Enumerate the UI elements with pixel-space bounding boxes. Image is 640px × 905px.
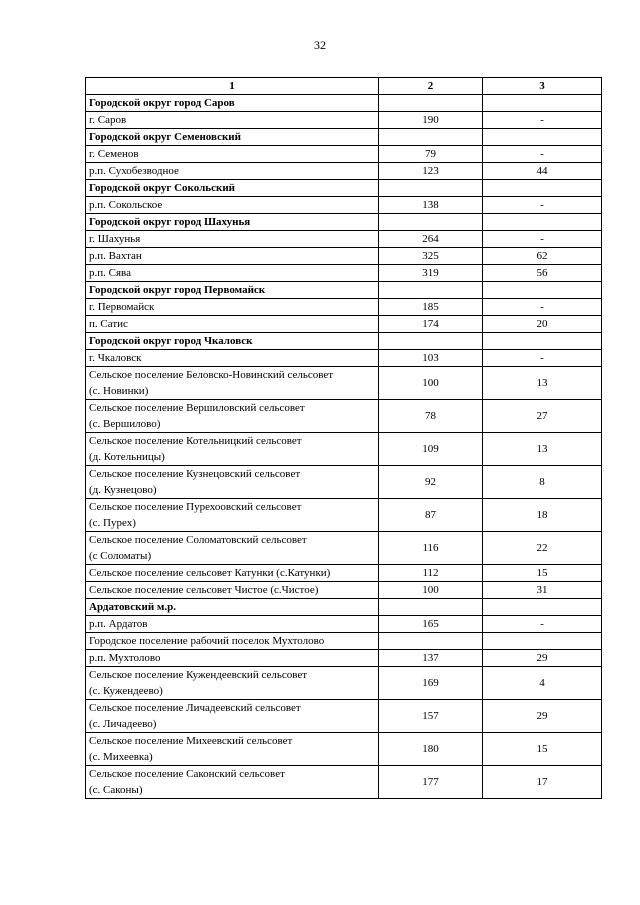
value-col2 [379, 95, 483, 112]
table-row [86, 766, 602, 799]
section-title: Ардатовский м.р. [86, 599, 379, 616]
table-row [86, 265, 602, 282]
value-col3: 13 [483, 367, 602, 400]
table-row [86, 466, 602, 499]
settlement-name-cell [86, 667, 379, 700]
value-col3: 31 [483, 582, 602, 599]
value-col3: 13 [483, 433, 602, 466]
settlement-name-cell: р.п. Ардатов [86, 616, 379, 633]
value-col2: 185 [379, 299, 483, 316]
settlement-name-cell [86, 433, 379, 466]
table-row [86, 700, 602, 733]
settlement-name-cell [86, 400, 379, 433]
value-col2: 177 [379, 766, 483, 799]
value-col2: 79 [379, 146, 483, 163]
table-row [86, 733, 602, 766]
section-row [86, 214, 602, 231]
settlement-name-cell: п. Сатис [86, 316, 379, 333]
value-col3: - [483, 616, 602, 633]
settlement-name: Сельское поселение Кузнецовский сельсовет [89, 468, 301, 480]
settlement-name-cell [86, 700, 379, 733]
settlement-center: (с. Пурех) [89, 517, 136, 529]
value-col2: 137 [379, 650, 483, 667]
value-col3: 17 [483, 766, 602, 799]
value-col3: 29 [483, 700, 602, 733]
settlement-center: (с. Кужендеево) [89, 685, 163, 697]
settlement-name-cell [86, 766, 379, 799]
value-col2: 157 [379, 700, 483, 733]
value-col3: - [483, 299, 602, 316]
value-col3: 62 [483, 248, 602, 265]
settlement-name-cell: г. Саров [86, 112, 379, 129]
value-col3 [483, 95, 602, 112]
section-row [86, 129, 602, 146]
value-col3: 15 [483, 733, 602, 766]
value-col3: 20 [483, 316, 602, 333]
settlement-name: Сельское поселение Кужендеевский сельсовет [89, 669, 308, 681]
settlement-name-cell [86, 499, 379, 532]
value-col3: 29 [483, 650, 602, 667]
value-col3: 18 [483, 499, 602, 532]
section-row [86, 282, 602, 299]
column-header-1: 1 [86, 78, 379, 95]
settlement-name-cell: р.п. Мухтолово [86, 650, 379, 667]
value-col3: 44 [483, 163, 602, 180]
table-row [86, 616, 602, 633]
value-col2: 180 [379, 733, 483, 766]
settlement-name: Сельское поселение Соломатовский сельсовет [89, 534, 307, 546]
settlement-name: Сельское поселение Личадеевский сельсовет [89, 702, 301, 714]
value-col3 [483, 599, 602, 616]
section-row [86, 599, 602, 616]
value-col2: 78 [379, 400, 483, 433]
section-title: Городской округ город Шахунья [86, 214, 379, 231]
data-table [85, 77, 602, 799]
value-col3: - [483, 231, 602, 248]
settlement-name-cell [86, 367, 379, 400]
value-col2: 169 [379, 667, 483, 700]
value-col3: - [483, 350, 602, 367]
value-col2: 116 [379, 532, 483, 565]
table-row [86, 499, 602, 532]
settlement-name-cell: Сельское поселение сельсовет Катунки (с.Катунки) [86, 565, 379, 582]
table-row [86, 565, 602, 582]
value-col2: 264 [379, 231, 483, 248]
table-row [86, 433, 602, 466]
value-col2: 100 [379, 367, 483, 400]
table-row [86, 299, 602, 316]
value-col3: 8 [483, 466, 602, 499]
settlement-name-cell: р.п. Сухобезводное [86, 163, 379, 180]
value-col3 [483, 214, 602, 231]
value-col2: 165 [379, 616, 483, 633]
table-row [86, 146, 602, 163]
value-col2: 123 [379, 163, 483, 180]
value-col3: - [483, 112, 602, 129]
section-row [86, 95, 602, 112]
value-col2: 87 [379, 499, 483, 532]
table-row [86, 316, 602, 333]
table-row [86, 582, 602, 599]
table-row [86, 367, 602, 400]
value-col2 [379, 633, 483, 650]
value-col2 [379, 333, 483, 350]
value-col2: 319 [379, 265, 483, 282]
value-col2 [379, 180, 483, 197]
settlement-name-cell: г. Шахунья [86, 231, 379, 248]
value-col3 [483, 282, 602, 299]
value-col3 [483, 180, 602, 197]
settlement-name-cell [86, 532, 379, 565]
settlement-name-cell: р.п. Вахтан [86, 248, 379, 265]
value-col3: 22 [483, 532, 602, 565]
value-col2: 190 [379, 112, 483, 129]
settlement-name: Сельское поселение Беловско-Новинский сельсовет [89, 369, 334, 381]
settlement-center: (д. Кузнецово) [89, 484, 157, 496]
section-title: Городской округ Сокольский [86, 180, 379, 197]
settlement-center: (с. Вершилово) [89, 418, 161, 430]
table-row [86, 350, 602, 367]
value-col3 [483, 129, 602, 146]
table-row [86, 231, 602, 248]
table-body [86, 95, 602, 799]
value-col2: 100 [379, 582, 483, 599]
settlement-name: Сельское поселение Вершиловский сельсовет [89, 402, 305, 414]
settlement-name: Сельское поселение Котельницкий сельсовет [89, 435, 302, 447]
value-col3: - [483, 146, 602, 163]
table-row [86, 163, 602, 180]
column-header-3: 3 [483, 78, 602, 95]
settlement-center: (с. Саконы) [89, 784, 143, 796]
table-row [86, 248, 602, 265]
settlement-center: (с. Новинки) [89, 385, 149, 397]
section-row [86, 333, 602, 350]
table-row [86, 667, 602, 700]
settlement-name-cell: г. Первомайск [86, 299, 379, 316]
table-row [86, 633, 602, 650]
value-col2: 138 [379, 197, 483, 214]
settlement-center: (с. Личадеево) [89, 718, 157, 730]
value-col2: 109 [379, 433, 483, 466]
section-row [86, 180, 602, 197]
value-col3: 56 [483, 265, 602, 282]
table-row [86, 400, 602, 433]
section-title: Городской округ город Первомайск [86, 282, 379, 299]
settlement-name-cell: Сельское поселение сельсовет Чистое (с.Чистое) [86, 582, 379, 599]
table-row [86, 532, 602, 565]
settlement-center: (с. Михеевка) [89, 751, 153, 763]
column-header-2: 2 [379, 78, 483, 95]
table-header [86, 78, 602, 95]
table-row [86, 650, 602, 667]
table-row [86, 197, 602, 214]
value-col3 [483, 633, 602, 650]
settlement-name-cell: р.п. Сокольское [86, 197, 379, 214]
value-col2 [379, 282, 483, 299]
value-col3 [483, 333, 602, 350]
section-title: Городской округ Семеновский [86, 129, 379, 146]
value-col2: 174 [379, 316, 483, 333]
settlement-name-cell [86, 733, 379, 766]
settlement-name-cell: г. Чкаловск [86, 350, 379, 367]
settlement-name-cell: р.п. Сява [86, 265, 379, 282]
settlement-name: Сельское поселение Саконский сельсовет [89, 768, 285, 780]
settlement-name: Сельское поселение Михеевский сельсовет [89, 735, 293, 747]
settlement-name: Сельское поселение Пурехоовский сельсовет [89, 501, 302, 513]
section-title: Городской округ город Чкаловск [86, 333, 379, 350]
value-col2: 92 [379, 466, 483, 499]
settlement-name-cell: г. Семенов [86, 146, 379, 163]
value-col3: 27 [483, 400, 602, 433]
value-col2: 103 [379, 350, 483, 367]
value-col2: 325 [379, 248, 483, 265]
value-col2 [379, 214, 483, 231]
value-col2 [379, 129, 483, 146]
settlement-center: (д. Котельницы) [89, 451, 165, 463]
settlement-name-cell: Городское поселение рабочий поселок Мухтолово [86, 633, 379, 650]
page-number: 32 [314, 38, 326, 52]
value-col2 [379, 599, 483, 616]
value-col3: 15 [483, 565, 602, 582]
value-col2: 112 [379, 565, 483, 582]
value-col3: - [483, 197, 602, 214]
section-title: Городской округ город Саров [86, 95, 379, 112]
settlement-name-cell [86, 466, 379, 499]
table-row [86, 112, 602, 129]
settlement-center: (с Соломаты) [89, 550, 152, 562]
value-col3: 4 [483, 667, 602, 700]
